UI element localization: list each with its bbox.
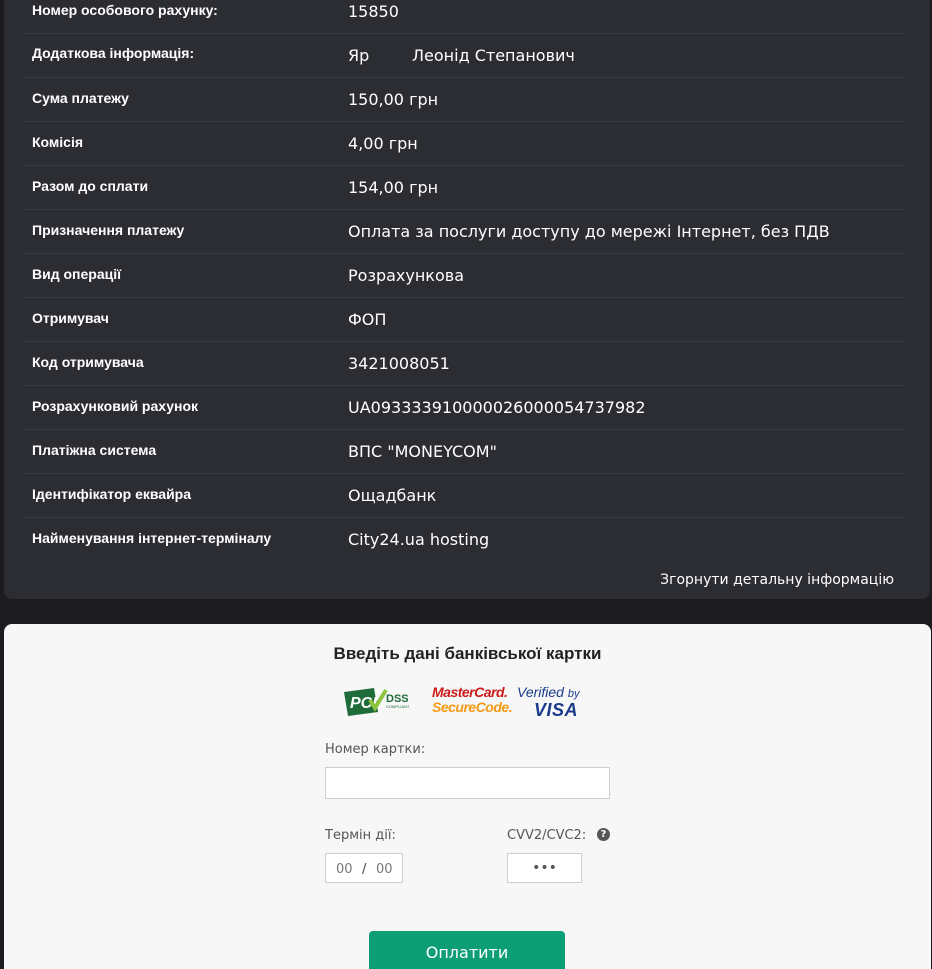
- form-title: Введіть дані банківської картки: [333, 644, 602, 663]
- detail-row-additional-info: [25, 34, 904, 78]
- detail-row-terminal: [25, 518, 904, 562]
- detail-row-commission: [25, 122, 904, 166]
- pay-button[interactable]: Оплатити: [369, 931, 565, 969]
- cvv-input[interactable]: •••: [507, 853, 582, 883]
- detail-label: Розрахунковий рахунок: [32, 398, 199, 414]
- expiry-year: 00: [376, 862, 393, 877]
- expiry-separator: /: [362, 862, 367, 877]
- detail-row-total: [25, 166, 904, 210]
- detail-row-account: [25, 0, 904, 34]
- detail-row-payment-system: [25, 430, 904, 474]
- expiry-label: Термін дії:: [325, 828, 396, 843]
- detail-value: Оплата за послуги доступу до мережі Інтернет, без ПДВ: [348, 222, 830, 241]
- pci-dss-logo: [344, 686, 419, 718]
- svg-text:PCI: PCI: [350, 695, 377, 712]
- detail-label: Вид операції: [32, 266, 122, 282]
- detail-row-recipient-code: [25, 342, 904, 386]
- detail-label: Комісія: [32, 134, 84, 150]
- detail-value: Яр: [348, 46, 370, 65]
- mastercard-securecode-logo: MasterCard. SecureCode.: [432, 684, 513, 715]
- detail-value: ФОП: [348, 310, 387, 329]
- detail-label: Номер особового рахунку:: [32, 2, 218, 18]
- detail-value: UA093333910000026000054737982: [348, 398, 646, 417]
- detail-label: Ідентифікатор еквайра: [32, 486, 192, 502]
- verified-by-visa-logo: Verified by VISA: [517, 684, 580, 720]
- detail-value: Ощадбанк: [348, 486, 437, 505]
- help-icon[interactable]: ?: [597, 828, 610, 841]
- detail-value-name: Леонід Степанович: [412, 46, 575, 65]
- detail-label: Отримувач: [32, 310, 109, 326]
- svg-text:COMPLIANT: COMPLIANT: [386, 704, 410, 709]
- detail-value: ВПС "MONEYCOM": [348, 442, 497, 461]
- detail-label: Додаткова інформація:: [32, 45, 195, 61]
- expiry-input[interactable]: [325, 853, 403, 883]
- detail-value: City24.ua hosting: [348, 530, 490, 549]
- detail-label: Код отримувача: [32, 354, 144, 370]
- detail-row-acquirer: [25, 474, 904, 518]
- detail-value: 154,00 грн: [348, 178, 439, 197]
- detail-label: Найменування інтернет-терміналу: [32, 530, 272, 546]
- card-number-input[interactable]: [325, 767, 610, 799]
- detail-value: 4,00 грн: [348, 134, 418, 153]
- detail-value: 15850: [348, 2, 399, 21]
- detail-label: Сума платежу: [32, 90, 129, 106]
- detail-value: 3421008051: [348, 354, 450, 373]
- detail-label: Платіжна система: [32, 442, 157, 458]
- detail-row-operation-type: [25, 254, 904, 298]
- detail-label: Разом до сплати: [32, 178, 149, 194]
- detail-row-amount: [25, 78, 904, 122]
- detail-row-settlement-account: [25, 386, 904, 430]
- svg-text:DSS: DSS: [386, 693, 409, 705]
- detail-value: 150,00 грн: [348, 90, 439, 109]
- expiry-month: 00: [336, 862, 353, 877]
- cvv-label: CVV2/CVC2:: [507, 828, 587, 843]
- detail-row-recipient: [25, 298, 904, 342]
- detail-value: Розрахункова: [348, 266, 464, 285]
- card-number-label: Номер картки:: [325, 742, 426, 757]
- detail-row-purpose: [25, 210, 904, 254]
- collapse-details-link[interactable]: Згорнути детальну інформацію: [660, 572, 894, 588]
- detail-label: Призначення платежу: [32, 222, 185, 238]
